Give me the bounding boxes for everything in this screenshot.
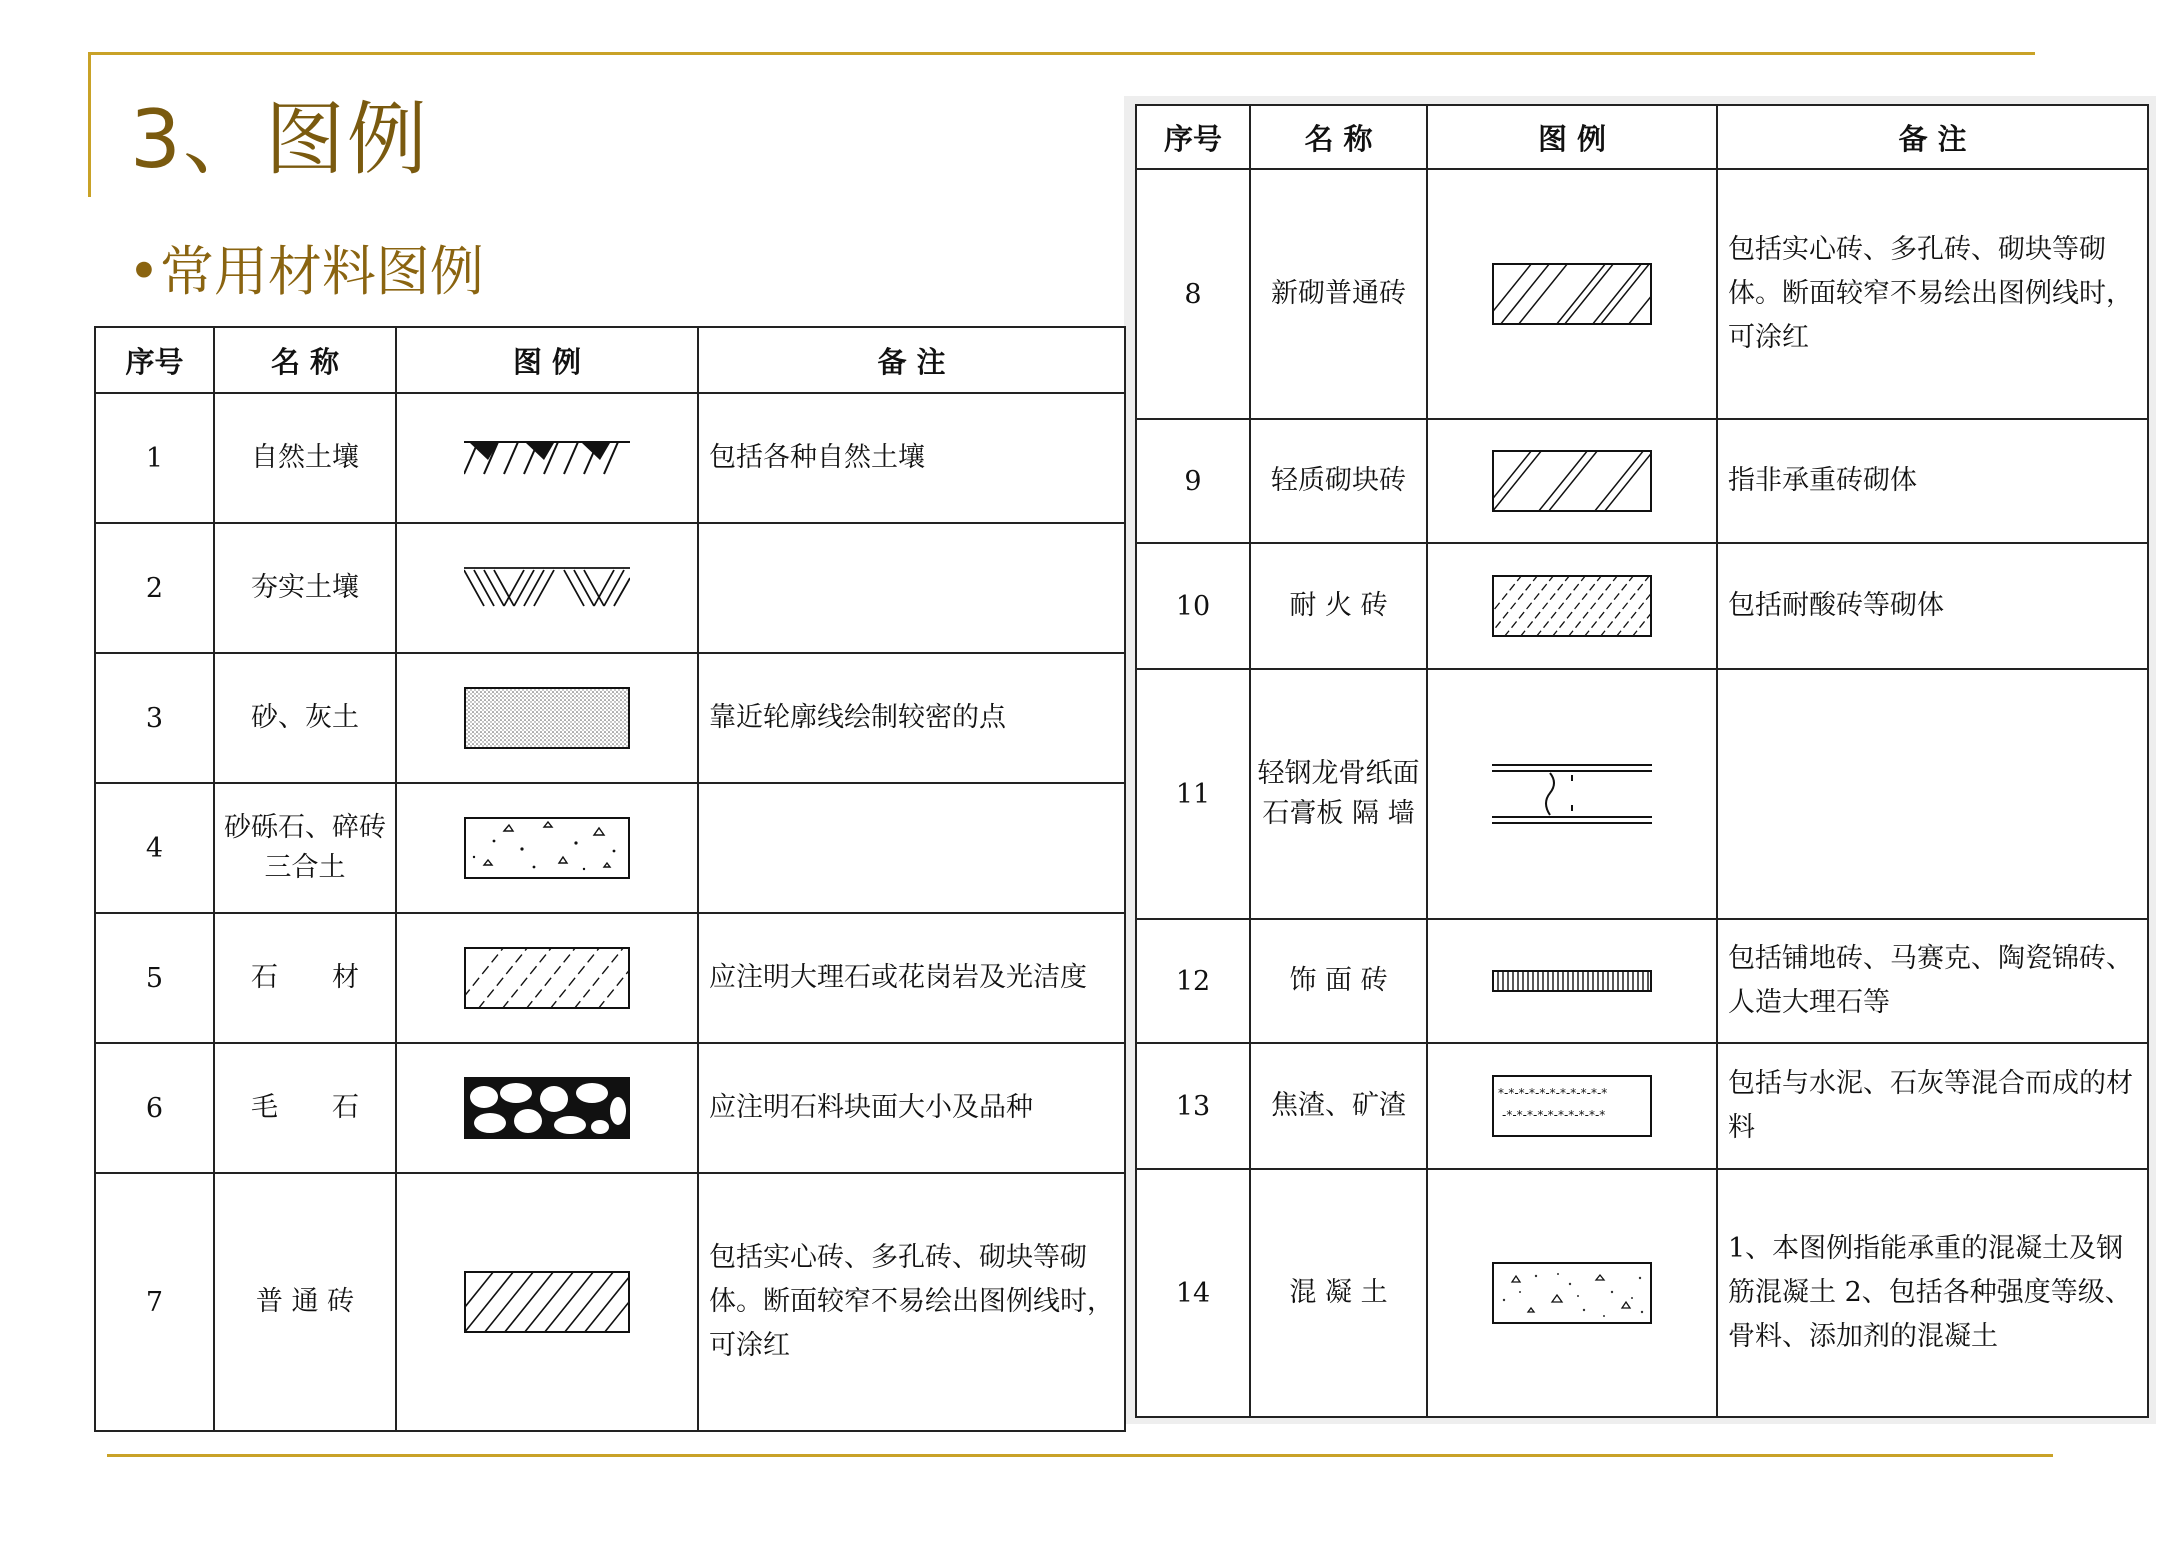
row-legend xyxy=(1427,669,1717,919)
slag-icon xyxy=(1492,1075,1652,1137)
page-subtitle: •常用材料图例 xyxy=(128,240,484,303)
top-gold-rule xyxy=(88,52,2035,55)
row-name: 自然土壤 xyxy=(214,393,396,523)
left-gold-rule xyxy=(88,52,91,197)
common-brick-icon xyxy=(464,1271,630,1333)
row-seq: 13 xyxy=(1136,1043,1250,1169)
row-name: 砂砾石、碎砖三合土 xyxy=(214,783,396,913)
concrete-icon xyxy=(1492,1262,1652,1324)
compacted-soil-icon xyxy=(464,566,630,610)
row-legend xyxy=(1427,1043,1717,1169)
row-name: 耐 火 砖 xyxy=(1250,543,1427,669)
row-seq: 2 xyxy=(95,523,214,653)
row-name: 混 凝 土 xyxy=(1250,1169,1427,1417)
table-header-row xyxy=(1136,105,2148,169)
row-note: 靠近轮廓线绘制较密的点 xyxy=(698,653,1125,783)
table-row xyxy=(95,523,1125,653)
table-header-row xyxy=(95,327,1125,393)
table-row xyxy=(1136,1169,2148,1417)
firebrick-icon xyxy=(1492,575,1652,637)
row-name: 饰 面 砖 xyxy=(1250,919,1427,1043)
row-note xyxy=(698,523,1125,653)
page-title: 3、图例 xyxy=(130,93,429,186)
row-legend xyxy=(396,1043,698,1173)
row-legend xyxy=(1427,919,1717,1043)
row-note: 包括实心砖、多孔砖、砌块等砌体。断面较窄不易绘出图例线时，可涂红 xyxy=(1717,169,2148,419)
header-legend: 图 例 xyxy=(1427,105,1717,169)
row-legend xyxy=(1427,169,1717,419)
row-name: 轻质砌块砖 xyxy=(1250,419,1427,543)
row-seq: 8 xyxy=(1136,169,1250,419)
table-row xyxy=(95,653,1125,783)
sand-lime-soil-icon xyxy=(464,687,630,749)
row-name: 新砌普通砖 xyxy=(1250,169,1427,419)
row-legend xyxy=(1427,419,1717,543)
row-note: 包括实心砖、多孔砖、砌块等砌体。断面较窄不易绘出图例线时，可涂红 xyxy=(698,1173,1125,1431)
row-seq: 3 xyxy=(95,653,214,783)
row-seq: 4 xyxy=(95,783,214,913)
row-seq: 14 xyxy=(1136,1169,1250,1417)
header-name: 名 称 xyxy=(1250,105,1427,169)
row-seq: 1 xyxy=(95,393,214,523)
table-row xyxy=(1136,419,2148,543)
row-name: 砂、灰土 xyxy=(214,653,396,783)
row-note: 包括铺地砖、马赛克、陶瓷锦砖、人造大理石等 xyxy=(1717,919,2148,1043)
row-note: 应注明石料块面大小及品种 xyxy=(698,1043,1125,1173)
row-legend xyxy=(396,523,698,653)
row-name: 夯实土壤 xyxy=(214,523,396,653)
row-legend xyxy=(396,653,698,783)
table-row xyxy=(95,913,1125,1043)
gravel-brick-icon xyxy=(464,817,630,879)
header-name: 名 称 xyxy=(214,327,396,393)
row-legend xyxy=(396,1173,698,1431)
row-note: 指非承重砖砌体 xyxy=(1717,419,2148,543)
stone-icon xyxy=(464,947,630,1009)
facing-tile-icon xyxy=(1492,970,1652,992)
row-note: 包括与水泥、石灰等混合而成的材料 xyxy=(1717,1043,2148,1169)
bottom-gold-rule xyxy=(107,1454,2053,1457)
table-row xyxy=(95,1043,1125,1173)
row-name: 焦渣、矿渣 xyxy=(1250,1043,1427,1169)
row-seq: 9 xyxy=(1136,419,1250,543)
row-note: 包括耐酸砖等砌体 xyxy=(1717,543,2148,669)
row-seq: 7 xyxy=(95,1173,214,1431)
header-legend: 图 例 xyxy=(396,327,698,393)
row-name: 毛 石 xyxy=(214,1043,396,1173)
row-note xyxy=(698,783,1125,913)
row-seq: 11 xyxy=(1136,669,1250,919)
row-name: 轻钢龙骨纸面石膏板 隔 墙 xyxy=(1250,669,1427,919)
light-block-icon xyxy=(1492,450,1652,512)
table-row xyxy=(95,1173,1125,1431)
table-row xyxy=(1136,169,2148,419)
table-row xyxy=(1136,669,2148,919)
row-note: 应注明大理石或花岗岩及光洁度 xyxy=(698,913,1125,1043)
table-row xyxy=(1136,919,2148,1043)
header-note: 备 注 xyxy=(698,327,1125,393)
row-legend xyxy=(1427,543,1717,669)
row-name: 石 材 xyxy=(214,913,396,1043)
row-note: 1、本图例指能承重的混凝土及钢筋混凝土 2、包括各种强度等级、骨料、添加剂的混凝土 xyxy=(1717,1169,2148,1417)
row-legend xyxy=(396,783,698,913)
rubble-icon xyxy=(464,1077,630,1139)
header-note: 备 注 xyxy=(1717,105,2148,169)
header-seq: 序号 xyxy=(95,327,214,393)
right-legend-table xyxy=(1135,104,2149,1418)
table-row xyxy=(95,783,1125,913)
row-seq: 10 xyxy=(1136,543,1250,669)
row-seq: 6 xyxy=(95,1043,214,1173)
natural-soil-icon xyxy=(464,440,630,476)
table-row xyxy=(1136,543,2148,669)
svg-text:*-*-*-*-*-*-*-*-*-*-*: *-*-*-*-*-*-*-*-*-*-* xyxy=(1498,1086,1608,1100)
table-row xyxy=(95,393,1125,523)
row-name: 普 通 砖 xyxy=(214,1173,396,1431)
row-legend xyxy=(396,393,698,523)
row-note xyxy=(1717,669,2148,919)
row-note: 包括各种自然土壤 xyxy=(698,393,1125,523)
left-legend-table xyxy=(94,326,1126,1432)
row-legend xyxy=(1427,1169,1717,1417)
drywall-partition-icon xyxy=(1492,761,1652,827)
row-seq: 5 xyxy=(95,913,214,1043)
svg-text:-*-*-*-*-*-*-*-*-*-*: -*-*-*-*-*-*-*-*-*-* xyxy=(1502,1108,1606,1122)
new-brick-icon xyxy=(1492,263,1652,325)
table-row xyxy=(1136,1043,2148,1169)
row-seq: 12 xyxy=(1136,919,1250,1043)
header-seq: 序号 xyxy=(1136,105,1250,169)
row-legend xyxy=(396,913,698,1043)
